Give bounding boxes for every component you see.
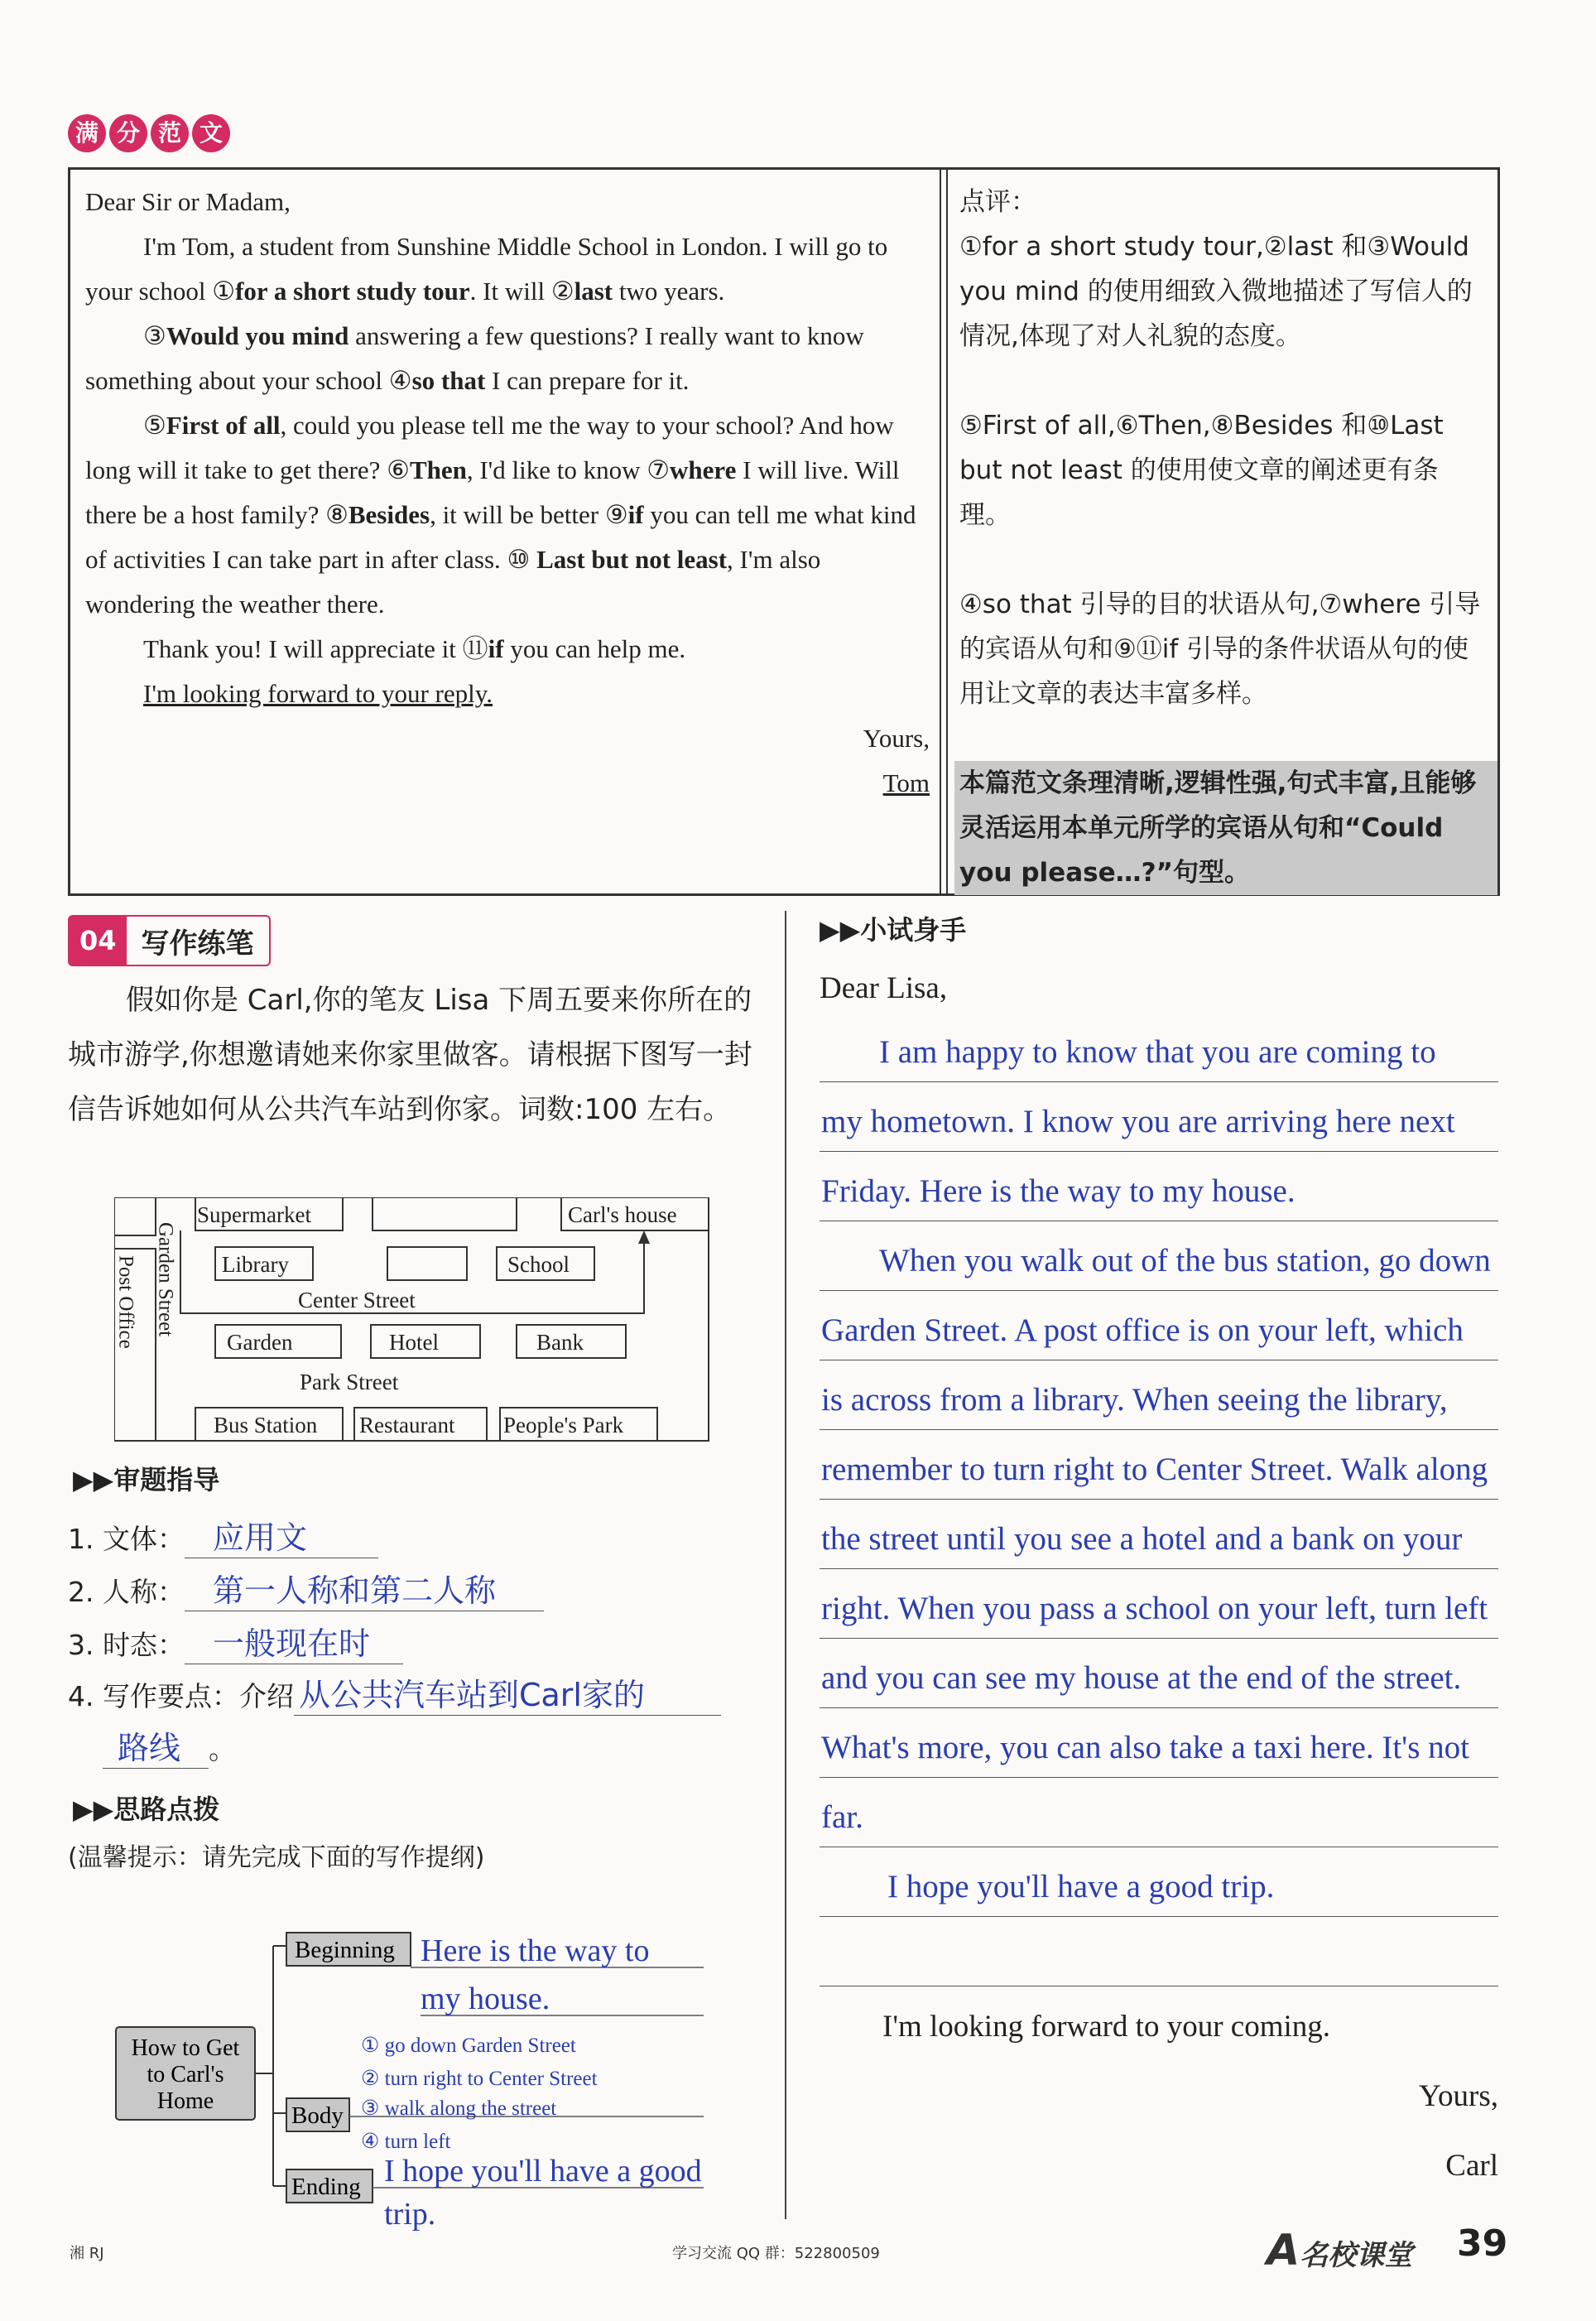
- outline-root-text: Home: [156, 2088, 214, 2114]
- practice-line: remember to turn right to Center Street. Walk along: [821, 1452, 1488, 1487]
- writing-prompt: 假如你是 Carl,你的笔友 Lisa 下周五要来你所在的城市游学,你想邀请她来你家里做客。请根据下图写一封信告诉她如何从公共汽车站到你家。词数:100 左右。: [68, 984, 752, 1126]
- map-label: Center Street: [298, 1288, 416, 1312]
- outline-root-text: to Carl's: [147, 2062, 224, 2087]
- ending-label: Ending: [291, 2174, 361, 2200]
- practice-line: the street until you see a hotel and a bank on your: [821, 1521, 1463, 1557]
- beginning-label: Beginning: [295, 1937, 395, 1963]
- beginning-answer: my house.: [421, 1982, 550, 2016]
- letter-paragraph-4: Thank you! I will appreciate it ⑪if you can help me.: [143, 634, 686, 663]
- comment-label: 点评：: [959, 187, 1036, 217]
- letter-greeting: Dear Sir or Madam,: [85, 187, 291, 216]
- comment-column: [959, 180, 1489, 895]
- practice-line: I hope you'll have a good trip.: [887, 1869, 1275, 1904]
- map-label: Garden: [227, 1330, 293, 1355]
- map-label: Bank: [536, 1330, 584, 1355]
- ending-answer: I hope you'll have a good: [384, 2154, 702, 2189]
- comment-2: ⑤First of all,⑥Then,⑧Besides 和⑩Last but not least 的使用使文章的阐述更有条理。: [959, 411, 1444, 530]
- section-number: 04: [70, 917, 127, 965]
- badge-char: 分: [109, 114, 147, 152]
- practice-closing: Yours,: [1419, 2079, 1498, 2113]
- practice-line: and you can see my house at the end of the street.: [821, 1660, 1462, 1696]
- column-divider: [940, 170, 948, 893]
- map-label: Park Street: [300, 1370, 399, 1394]
- map-label: Bus Station: [214, 1413, 318, 1437]
- review-q3: 3. 时态： 一般现在时: [68, 1618, 403, 1664]
- practice-line: far.: [821, 1799, 863, 1835]
- section-heading: 写作练笔: [141, 927, 254, 961]
- beginning-answer: Here is the way to: [421, 1933, 650, 1968]
- letter-paragraph-3: ⑤First of all, could you please tell me the way to your school? And how long will it take to get there? ⑥Then, I'd like to know ⑦where I will live. Will there be a host family? ⑧Besides, it will be better ⑨if you can tell me what kind of activities I can take part in after class. ⑩ Last but not least, I'm also wondering the weather there.: [85, 411, 916, 619]
- map-label: Post Office: [114, 1255, 137, 1349]
- map-label: Hotel: [389, 1330, 439, 1355]
- body-item: ④ turn left: [361, 2131, 451, 2153]
- letter-closing: Yours,: [863, 724, 930, 753]
- review-q1: 1. 文体： 应用文: [68, 1512, 378, 1558]
- body-item: ③ walk along the street: [361, 2097, 557, 2120]
- practice-line: right. When you pass a school on your left, turn left: [821, 1591, 1488, 1626]
- letter-paragraph-1: I'm Tom, a student from Sunshine Middle School in London. I will go to your school ①for a short study tour. It will ②last two years.: [85, 232, 888, 306]
- section-title: [68, 915, 271, 966]
- empty-block: [373, 1197, 517, 1230]
- map-label: Library: [222, 1252, 289, 1277]
- map-label: People's Park: [503, 1413, 624, 1437]
- map-label: Supermarket: [197, 1202, 311, 1227]
- ending-answer: trip.: [384, 2197, 436, 2232]
- footer-qq-group: 学习交流 QQ 群：522800509: [672, 2245, 880, 2262]
- badge-char: 满: [68, 114, 106, 152]
- practice-heading: ▶▶小试身手: [820, 914, 967, 946]
- practice-signature: Carl: [1445, 2149, 1498, 2183]
- brand-logo: A名校课堂: [1267, 2226, 1413, 2275]
- footer-edition: 湘 RJ: [70, 2245, 104, 2262]
- route-arrow: [638, 1230, 650, 1244]
- practice-line: When you walk out of the bus station, go down: [879, 1243, 1491, 1278]
- review-q4: 4. 写作要点：介绍 从公共汽车站到Carl家的: [68, 1669, 721, 1716]
- map-label: Garden Street: [154, 1222, 177, 1337]
- badge-char: 文: [192, 114, 230, 152]
- outline-root-text: How to Get: [131, 2035, 240, 2061]
- map-border: [114, 1197, 709, 1441]
- comment-3: ④so that 引导的目的状语从句,⑦where 引导的宾语从句和⑨⑪if 引导的条件状语从句的使用让文章的表达丰富多样。: [959, 590, 1481, 709]
- badge-char: 范: [151, 114, 189, 152]
- map-label: School: [507, 1252, 570, 1277]
- body-item: ② turn right to Center Street: [361, 2068, 598, 2090]
- letter-signature: Tom: [882, 768, 930, 797]
- practice-line: my hometown. I know you are arriving here next: [821, 1104, 1455, 1139]
- map-label: Carl's house: [568, 1202, 677, 1227]
- brand-logo-mark: A: [1267, 2226, 1300, 2275]
- model-essay-box: [68, 167, 1500, 896]
- letter-paragraph-5: I'm looking forward to your reply.: [143, 679, 493, 708]
- body-label: Body: [291, 2102, 344, 2129]
- route-map: [114, 1197, 710, 1442]
- practice-line: What's more, you can also take a taxi here. It's not: [821, 1730, 1469, 1765]
- practice-greeting: Dear Lisa,: [820, 971, 948, 1005]
- model-essay-badge: [68, 114, 230, 152]
- comment-summary: 本篇范文条理清晰,逻辑性强,句式丰富,且能够灵活运用本单元所学的宾语从句和“Could you please…?”句型。: [954, 761, 1497, 895]
- comment-1: ①for a short study tour,②last 和③Would you mind 的使用细致入微地描述了写信人的情况,体现了对人礼貌的态度。: [959, 232, 1473, 351]
- practice-line: Garden Street. A post office is on your left, which: [821, 1312, 1464, 1348]
- review-q4-cont: 路线 。: [103, 1722, 236, 1769]
- practice-line: I am happy to know that you are coming to: [879, 1034, 1436, 1070]
- practice-line: is across from a library. When seeing the library,: [821, 1382, 1448, 1418]
- column-separator: [785, 911, 786, 2219]
- review-q2: 2. 人称： 第一人称和第二人称: [68, 1565, 544, 1611]
- outline-heading: ▶▶思路点拨: [73, 1794, 220, 1825]
- letter-paragraph-2: ③Would you mind answering a few questions? I really want to know something about your school ④so that I can prepare for it.: [85, 321, 864, 395]
- outline-diagram: [108, 1921, 720, 2236]
- map-label: Restaurant: [359, 1413, 455, 1437]
- review-heading: ▶▶审题指导: [73, 1464, 220, 1495]
- body-item: ① go down Garden Street: [361, 2034, 576, 2057]
- empty-block-2: [387, 1247, 467, 1280]
- practice-closing-line: I'm looking forward to your coming.: [882, 2010, 1331, 2044]
- page-number: 39: [1457, 2222, 1508, 2265]
- practice-line: Friday. Here is the way to my house.: [821, 1173, 1296, 1209]
- outline-hint: (温馨提示：请先完成下面的写作提纲): [68, 1843, 485, 1872]
- model-letter: [85, 180, 930, 806]
